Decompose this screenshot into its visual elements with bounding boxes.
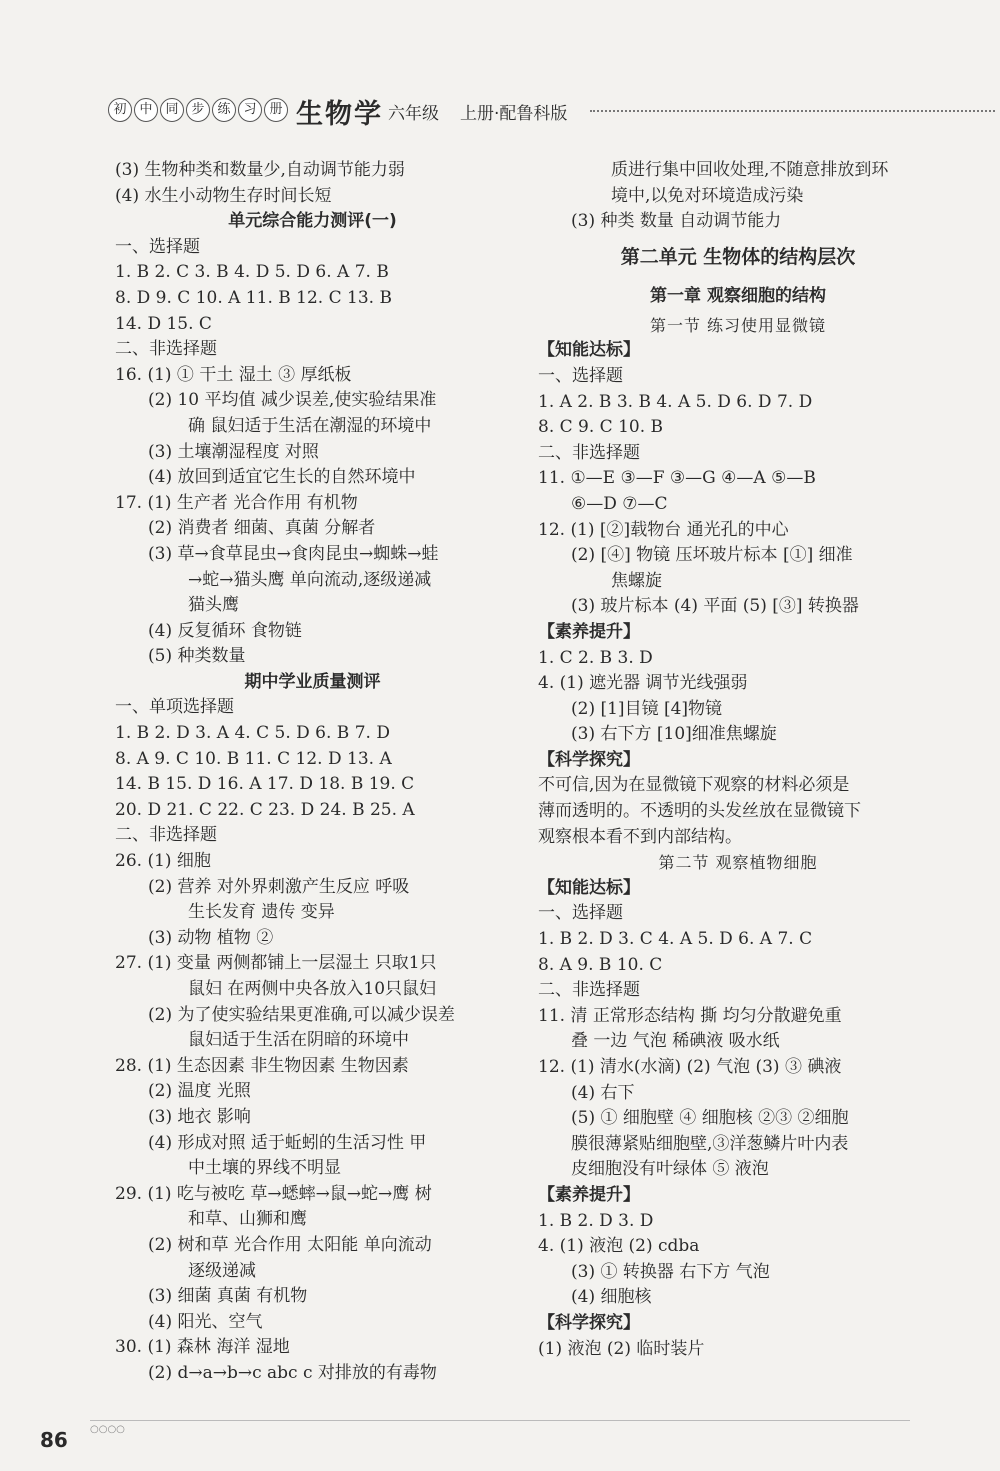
answer-line: 14. B 15. D 16. A 17. D 18. B 19. C: [115, 774, 415, 795]
subsection-heading: 第一节 练习使用显微镜: [649, 315, 827, 335]
answer-line: 26. (1) 细胞: [115, 851, 211, 872]
answer-line: 30. (1) 森林 海洋 湿地: [115, 1337, 290, 1358]
answer-line: 28. (1) 生态因素 非生物因素 生物因素: [115, 1055, 409, 1076]
answer-line: 11. ①—E ③—F ③—G ④—A ⑤—B: [538, 468, 816, 489]
answer-line: 27. (1) 变量 两侧都铺上一层湿土 只取1只: [115, 953, 437, 974]
answer-line: (3) ① 转换器 右下方 气泡: [571, 1261, 770, 1282]
answer-line: 膜很薄紧贴细胞壁,③洋葱鳞片叶内表: [571, 1133, 849, 1154]
answer-line: 二、非选择题: [115, 825, 217, 846]
section-heading: 第二单元 生物体的结构层次: [620, 245, 856, 268]
subject-title: 生物学: [296, 99, 383, 130]
answer-line: (2) 树和草 光合作用 太阳能 单向流动: [148, 1234, 432, 1255]
answer-line: 1. C 2. B 3. D: [538, 647, 653, 668]
bracket-heading: 【知能达标】: [538, 877, 640, 898]
answer-line: 中土壤的界线不明显: [188, 1158, 341, 1179]
answer-line: 二、非选择题: [538, 980, 640, 1001]
series-char: 习: [238, 98, 262, 122]
bracket-heading: 【知能达标】: [538, 340, 640, 361]
answer-line: 1. B 2. D 3. D: [538, 1210, 654, 1231]
answer-line: 生长发育 遗传 变异: [188, 902, 335, 923]
answer-line: (3) 地衣 影响: [148, 1106, 251, 1127]
answer-line: 一、单项选择题: [115, 697, 234, 718]
answer-line: ⑥—D ⑦—C: [571, 493, 668, 514]
answer-line: 1. A 2. B 3. B 4. A 5. D 6. D 7. D: [538, 391, 813, 412]
answer-line: 1. B 2. D 3. A 4. C 5. D 6. B 7. D: [115, 723, 390, 744]
answer-line: 12. (1) 清水(水滴) (2) 气泡 (3) ③ 碘液: [538, 1057, 842, 1077]
answer-line: →蛇→猫头鹰 单向流动,逐级递减: [188, 569, 432, 590]
answer-line: (1) 液泡 (2) 临时装片: [538, 1338, 705, 1359]
answer-line: (2) [1]目镜 [4]物镜: [571, 698, 723, 719]
answer-line: 质进行集中回收处理,不随意排放到环: [611, 160, 889, 180]
answer-line: (2) 营养 对外界刺激产生反应 呼吸: [148, 876, 410, 897]
answer-line: (3) 玻片标本 (4) 平面 (5) [③] 转换器: [571, 596, 859, 617]
answer-line: (5) ① 细胞壁 ④ 细胞核 ②③ ②细胞: [571, 1108, 849, 1129]
answer-line: (2) 10 平均值 减少误差,使实验结果准: [148, 390, 437, 411]
answer-line: (2) 为了使实验结果更准确,可以减少误差: [148, 1004, 455, 1025]
section-heading: 单元综合能力测评(一): [228, 211, 397, 232]
answer-line: 叠 一边 气泡 稀碘液 吸水纸: [571, 1031, 780, 1052]
series-char: 练: [212, 98, 236, 122]
answer-line: 8. D 9. C 10. A 11. B 12. C 13. B: [115, 287, 392, 308]
answer-line: 8. A 9. B 10. C: [538, 954, 663, 975]
page-header: [108, 92, 1000, 128]
answer-line: (3) 动物 植物 ②: [148, 927, 274, 948]
answer-line: (5) 种类数量: [148, 646, 246, 667]
answer-line: 1. B 2. D 3. C 4. A 5. D 6. A 7. C: [538, 929, 813, 950]
answer-line: 14. D 15. C: [115, 313, 212, 334]
answer-line: (3) 草→食草昆虫→食肉昆虫→蜘蛛→蛙: [148, 543, 439, 564]
header-dotted-rule: [590, 110, 995, 112]
answer-line: 二、非选择题: [115, 339, 217, 360]
answer-line: 猫头鹰: [188, 595, 239, 616]
answer-line: 一、选择题: [538, 903, 623, 924]
answer-line: 二、非选择题: [538, 442, 640, 463]
series-char: 册: [264, 98, 288, 122]
answer-line: 观察根本看不到内部结构。: [538, 826, 742, 847]
answer-line: (2) [④] 物镜 压坏玻片标本 [①] 细准: [571, 545, 853, 566]
answer-line: 鼠妇 在两侧中央各放入10只鼠妇: [188, 979, 437, 999]
answer-line: (4) 细胞核: [571, 1287, 652, 1308]
answer-line: (3) 生物种类和数量少,自动调节能力弱: [115, 160, 405, 180]
bracket-heading: 【科学探究】: [538, 1312, 640, 1333]
section-heading: 第一章 观察细胞的结构: [650, 285, 826, 306]
answer-line: 4. (1) 液泡 (2) cdba: [538, 1236, 700, 1257]
answer-line: (4) 放回到适宜它生长的自然环境中: [148, 467, 416, 488]
series-title: [108, 98, 288, 122]
answer-line: (3) 右下方 [10]细准焦螺旋: [571, 724, 777, 745]
answer-line: 17. (1) 生产者 光合作用 有机物: [115, 492, 358, 513]
left-column: [115, 158, 510, 1387]
answer-line: 不可信,因为在显微镜下观察的材料必须是: [538, 775, 850, 796]
answer-line: (2) d→a→b→c abc c 对排放的有毒物: [148, 1362, 437, 1383]
answer-line: (4) 水生小动物生存时间长短: [115, 185, 332, 206]
answer-line: (4) 右下: [571, 1082, 635, 1103]
answer-line: (2) 温度 光照: [148, 1081, 251, 1102]
bracket-heading: 【素养提升】: [538, 621, 640, 642]
answer-line: 焦螺旋: [611, 570, 662, 591]
section-heading: 期中学业质量测评: [244, 671, 381, 692]
edition-label: 上册·配鲁科版: [460, 104, 568, 124]
answer-line: 4. (1) 遮光器 调节光线强弱: [538, 673, 748, 694]
answer-line: 11. 清 正常形态结构 撕 均匀分散避免重: [538, 1005, 842, 1026]
answer-line: 和草、山狮和鹰: [188, 1209, 307, 1230]
answer-line: 8. C 9. C 10. B: [538, 417, 664, 438]
answer-line: 20. D 21. C 22. C 23. D 24. B 25. A: [115, 799, 415, 820]
series-char: 中: [134, 98, 158, 122]
answer-line: (4) 反复循环 食物链: [148, 620, 302, 641]
series-char: 初: [108, 98, 132, 122]
answer-line: 逐级递减: [188, 1260, 256, 1281]
answer-line: (3) 细菌 真菌 有机物: [148, 1286, 308, 1307]
series-char: 同: [160, 98, 184, 122]
series-char: 步: [186, 98, 210, 122]
answer-line: (3) 种类 数量 自动调节能力: [571, 211, 782, 232]
answer-line: 16. (1) ① 干土 湿土 ③ 厚纸板: [115, 364, 352, 385]
answer-line: 境中,以免对环境造成污染: [611, 185, 804, 206]
grade-label: 六年级: [388, 104, 439, 124]
answer-line: (2) 消费者 细菌、真菌 分解者: [148, 518, 376, 539]
answer-line: (3) 土壤潮湿程度 对照: [148, 441, 319, 462]
page-number: 86: [40, 1428, 68, 1452]
answer-line: 8. A 9. C 10. B 11. C 12. D 13. A: [115, 748, 392, 769]
answer-line: 12. (1) [②]载物台 通光孔的中心: [538, 519, 789, 540]
answer-line: 鼠妇适于生活在阴暗的环境中: [188, 1030, 409, 1051]
answer-line: 29. (1) 吃与被吃 草→蟋蟀→鼠→蛇→鹰 树: [115, 1183, 432, 1204]
answer-line: (4) 阳光、空气: [148, 1311, 263, 1332]
answer-line: 薄而透明的。不透明的头发丝放在显微镜下: [538, 801, 861, 822]
bracket-heading: 【素养提升】: [538, 1184, 640, 1205]
answer-line: 1. B 2. C 3. B 4. D 5. D 6. A 7. B: [115, 262, 389, 283]
right-column: [538, 158, 938, 1362]
footer-rule: [90, 1420, 910, 1421]
bracket-heading: 【科学探究】: [538, 749, 640, 770]
answer-line: 一、选择题: [538, 365, 623, 386]
answer-line: 皮细胞没有叶绿体 ⑤ 液泡: [571, 1159, 769, 1180]
subsection-heading: 第二节 观察植物细胞: [658, 853, 818, 873]
answer-line: (4) 形成对照 适于蚯蚓的生活习性 甲: [148, 1132, 427, 1153]
answer-line: 一、选择题: [115, 236, 200, 257]
footer-ornament: ○○○○: [90, 1424, 125, 1435]
answer-line: 确 鼠妇适于生活在潮湿的环境中: [188, 415, 432, 436]
